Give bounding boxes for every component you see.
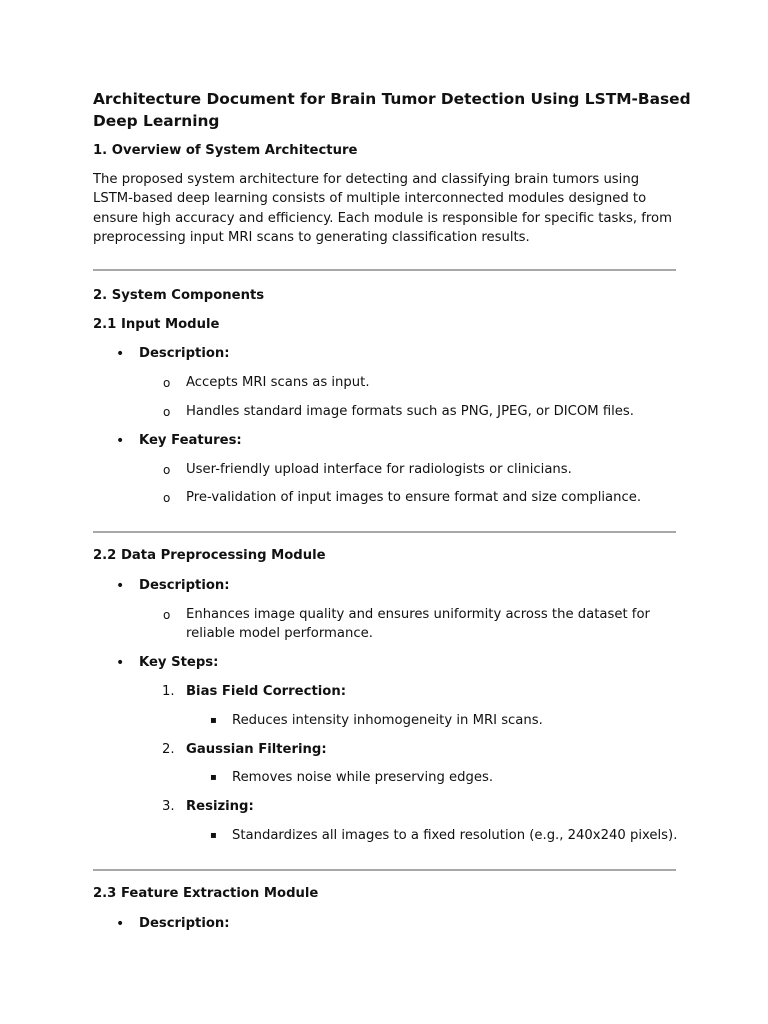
square-marker: ▪ bbox=[210, 772, 217, 783]
list-item: User-friendly upload interface for radiologists or clinicians. bbox=[186, 462, 572, 477]
list-item: Handles standard image formats such as PNG, JPEG, or DICOM files. bbox=[186, 404, 634, 419]
step-number: 1. bbox=[162, 684, 175, 699]
preprocessing-description-label: Description: bbox=[139, 578, 230, 593]
circle-marker: o bbox=[163, 491, 171, 505]
horizontal-rule bbox=[93, 869, 676, 871]
bullet-marker: • bbox=[116, 346, 125, 362]
step-label: Resizing: bbox=[186, 799, 254, 814]
step-detail: Reduces intensity inhomogeneity in MRI scans. bbox=[232, 713, 543, 728]
section-2-heading: 2. System Components bbox=[93, 288, 265, 303]
feature-extraction-description-label: Description: bbox=[139, 916, 230, 931]
section-1-paragraph: The proposed system architecture for detecting and classifying brain tumors using LSTM-based deep learning consists of multiple interconnected modules designed to ensure high accuracy and efficiency. Each module is responsible for specific tasks, from preprocessing input MRI scans to generating classification results. bbox=[93, 172, 672, 245]
step-number: 3. bbox=[162, 799, 175, 814]
circle-marker: o bbox=[163, 376, 171, 390]
section-2-3-heading: 2.3 Feature Extraction Module bbox=[93, 886, 319, 901]
circle-marker: o bbox=[163, 463, 171, 477]
square-marker: ▪ bbox=[210, 830, 217, 841]
circle-marker: o bbox=[163, 405, 171, 419]
bullet-marker: • bbox=[116, 916, 125, 932]
step-detail: Removes noise while preserving edges. bbox=[232, 770, 494, 785]
step-detail: Standardizes all images to a fixed resolution (e.g., 240x240 pixels). bbox=[232, 828, 678, 843]
bullet-marker: • bbox=[116, 655, 125, 671]
list-item: Enhances image quality and ensures uniformity across the dataset for reliable model performance. bbox=[186, 607, 650, 641]
horizontal-rule bbox=[93, 531, 676, 533]
section-2-2-heading: 2.2 Data Preprocessing Module bbox=[93, 548, 326, 563]
input-features-label: Key Features: bbox=[139, 433, 242, 448]
bullet-marker: • bbox=[116, 578, 125, 594]
list-item: Pre-validation of input images to ensure format and size compliance. bbox=[186, 490, 642, 505]
section-1-heading: 1. Overview of System Architecture bbox=[93, 143, 358, 158]
bullet-marker: • bbox=[116, 433, 125, 449]
step-number: 2. bbox=[162, 742, 175, 757]
list-item: Accepts MRI scans as input. bbox=[186, 375, 370, 390]
preprocessing-steps-label: Key Steps: bbox=[139, 655, 219, 670]
step-label: Bias Field Correction: bbox=[186, 684, 346, 699]
horizontal-rule bbox=[93, 269, 676, 271]
input-description-label: Description: bbox=[139, 346, 230, 361]
section-2-1-heading: 2.1 Input Module bbox=[93, 317, 220, 332]
circle-marker: o bbox=[163, 608, 171, 622]
document-title: Architecture Document for Brain Tumor Detection Using LSTM-Based Deep Learning bbox=[93, 90, 691, 130]
square-marker: ▪ bbox=[210, 715, 217, 726]
step-label: Gaussian Filtering: bbox=[186, 742, 327, 757]
